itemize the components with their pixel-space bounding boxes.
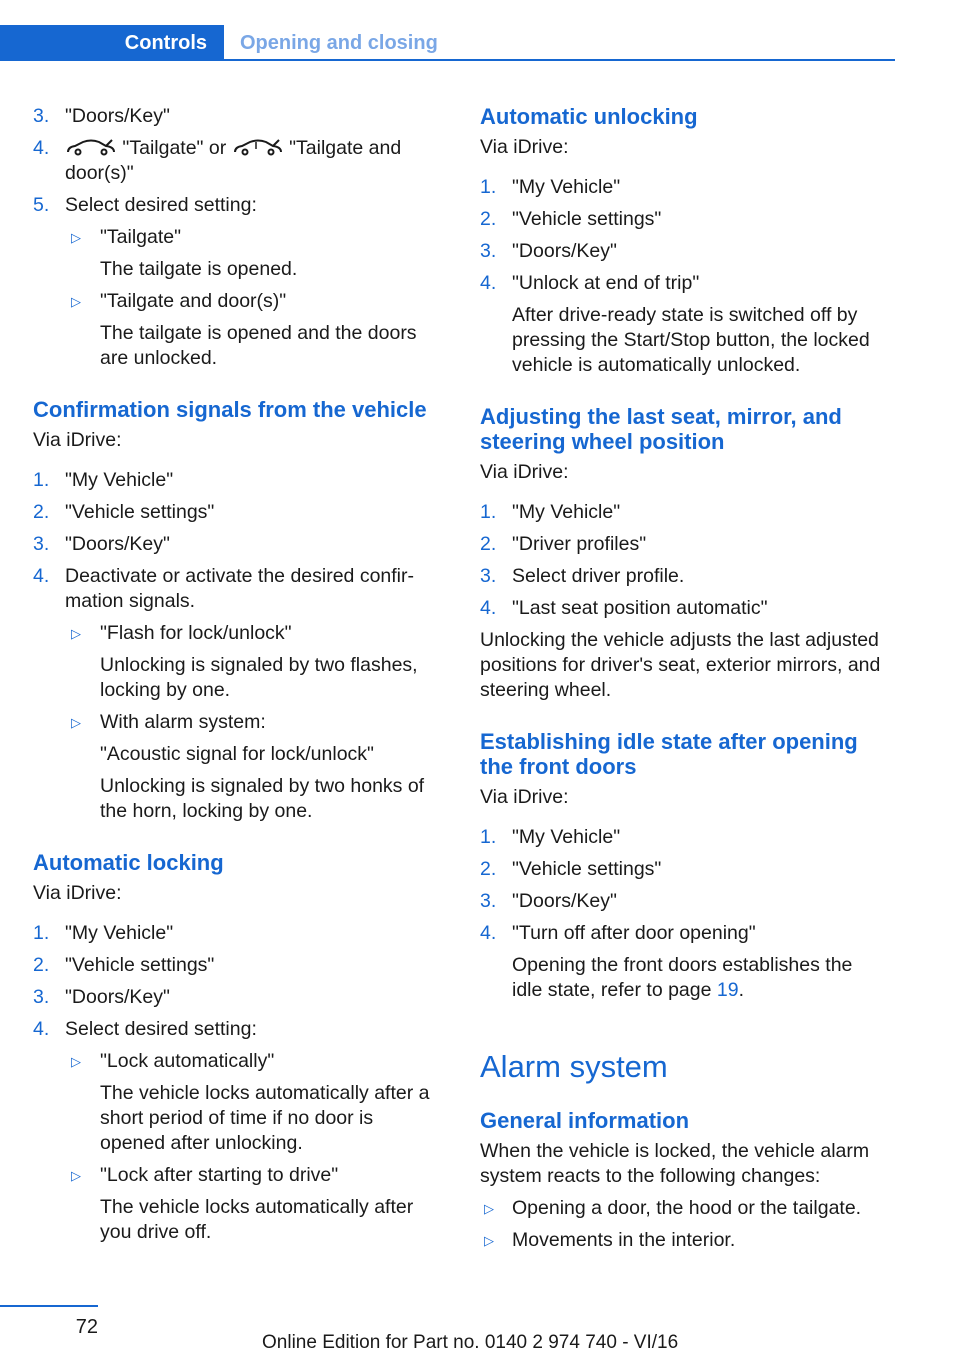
item-number: 2.	[480, 208, 497, 230]
sub-item-label: "Tailgate"	[100, 226, 182, 248]
item-text: "Doors/Key"	[512, 240, 617, 262]
item-number: 3.	[480, 240, 497, 262]
item-number: 4.	[33, 1018, 50, 1040]
sub-item-text: short period of time if no door is	[100, 1107, 374, 1129]
item-number: 3.	[33, 105, 50, 127]
item-text	[65, 136, 443, 161]
item-number: 4.	[480, 922, 497, 944]
item-text: "Doors/Key"	[65, 986, 170, 1008]
item-number: 3.	[480, 565, 497, 587]
item-text: "My Vehicle"	[65, 469, 174, 491]
paragraph-text: system reacts to the following changes:	[480, 1165, 821, 1187]
item-number: 4.	[480, 272, 497, 294]
desc-text-part: idle state, refer to page	[512, 979, 717, 1001]
bullet-text: Opening a door, the hood or the tailgate.	[512, 1197, 862, 1219]
item-text: "Driver profiles"	[512, 533, 647, 555]
item-number: 2.	[480, 533, 497, 555]
sub-item-label: With alarm system:	[100, 711, 266, 733]
item-text: "My Vehicle"	[512, 176, 621, 198]
section-heading: Adjusting the last seat, mirror, and	[480, 404, 842, 429]
triangle-bullet-icon: ▷	[71, 294, 81, 309]
item-text: "My Vehicle"	[512, 501, 621, 523]
item-desc-text: Opening the front doors establishes the	[512, 954, 853, 976]
page-number: 72	[75, 1316, 98, 1338]
section-label: Controls	[124, 31, 207, 54]
item-text: "Doors/Key"	[65, 533, 170, 555]
section-heading-cont: the front doors	[480, 754, 637, 779]
sub-item-label: "Lock after starting to drive"	[100, 1164, 339, 1186]
item-text-part: "Tailgate" or	[122, 137, 227, 159]
item-text: Select desired setting:	[65, 194, 257, 216]
sub-item-text: opened after unlocking.	[100, 1132, 303, 1154]
page-link[interactable]: 19	[716, 979, 739, 1001]
item-text: Select driver profile.	[512, 565, 685, 587]
car-tailgate-icon	[65, 137, 117, 157]
section-heading: Automatic unlocking	[480, 104, 698, 129]
item-desc-text: vehicle is automatically unlocked.	[512, 354, 801, 376]
item-text: "Vehicle settings"	[512, 208, 662, 230]
section-heading: General information	[480, 1108, 690, 1133]
item-number: 4.	[480, 597, 497, 619]
subsection-tab	[240, 25, 438, 61]
sub-item-text: locking by one.	[100, 679, 231, 701]
item-number: 2.	[480, 858, 497, 880]
sub-item-text: The tailgate is opened.	[100, 258, 298, 280]
triangle-bullet-icon: ▷	[484, 1233, 494, 1248]
section-heading: Automatic locking	[33, 850, 224, 875]
item-number: 1.	[480, 176, 497, 198]
via-text: Via iDrive:	[480, 136, 569, 158]
via-text: Via iDrive:	[33, 429, 122, 451]
item-desc-text: After drive-ready state is switched off by	[512, 304, 858, 326]
paragraph-text: steering wheel.	[480, 679, 612, 701]
paragraph-text: Unlocking the vehicle adjusts the last adjusted	[480, 629, 879, 651]
item-number: 5.	[33, 194, 50, 216]
sub-item-text: you drive off.	[100, 1221, 212, 1243]
page-header	[0, 25, 895, 61]
item-text: "My Vehicle"	[512, 826, 621, 848]
sub-item-text: are unlocked.	[100, 347, 218, 369]
item-text: "Unlock at end of trip"	[512, 272, 700, 294]
item-text: Deactivate or activate the desired confir‐	[65, 565, 415, 587]
via-text: Via iDrive:	[33, 882, 122, 904]
triangle-bullet-icon: ▷	[484, 1201, 494, 1216]
item-text-part: "Tailgate and	[289, 137, 402, 159]
item-number: 3.	[480, 890, 497, 912]
item-text: "Last seat position automatic"	[512, 597, 768, 619]
item-text: "Vehicle settings"	[65, 954, 215, 976]
chapter-title: Alarm system	[480, 1049, 668, 1084]
triangle-bullet-icon: ▷	[71, 1054, 81, 1069]
item-text: mation signals.	[65, 590, 196, 612]
section-tab	[0, 25, 224, 61]
triangle-bullet-icon: ▷	[71, 715, 81, 730]
item-text: "Vehicle settings"	[65, 501, 215, 523]
item-number: 4.	[33, 137, 50, 159]
desc-text-part: .	[738, 979, 744, 1001]
item-text: "Doors/Key"	[65, 105, 170, 127]
subsection-label: Opening and closing	[240, 31, 438, 54]
car-tailgate-doors-icon	[232, 137, 284, 157]
bullet-text: Movements in the interior.	[512, 1229, 736, 1251]
section-heading: Confirmation signals from the vehicle	[33, 397, 427, 422]
item-number: 1.	[480, 826, 497, 848]
sub-item-text: Unlocking is signaled by two honks of	[100, 775, 425, 797]
item-number: 2.	[33, 954, 50, 976]
item-text: door(s)"	[65, 162, 134, 184]
triangle-bullet-icon: ▷	[71, 626, 81, 641]
sub-item-label: "Lock automatically"	[100, 1050, 275, 1072]
item-text: "Doors/Key"	[512, 890, 617, 912]
sub-item-text: The tailgate is opened and the doors	[100, 322, 417, 344]
item-text: Select desired setting:	[65, 1018, 257, 1040]
triangle-bullet-icon: ▷	[71, 230, 81, 245]
sub-item-label: "Flash for lock/unlock"	[100, 622, 292, 644]
sub-item-text: "Acoustic signal for lock/unlock"	[100, 743, 374, 765]
sub-item-text: The vehicle locks automatically after	[100, 1196, 414, 1218]
sub-item-text: the horn, locking by one.	[100, 800, 313, 822]
sub-item-label: "Tailgate and door(s)"	[100, 290, 287, 312]
item-number: 1.	[33, 922, 50, 944]
item-number: 4.	[33, 565, 50, 587]
item-desc-text	[512, 978, 890, 1003]
via-text: Via iDrive:	[480, 461, 569, 483]
item-desc-text: pressing the Start/Stop button, the locked	[512, 329, 870, 351]
sub-item-text: Unlocking is signaled by two flashes,	[100, 654, 418, 676]
header-divider	[224, 59, 895, 61]
via-text: Via iDrive:	[480, 786, 569, 808]
item-text: "Vehicle settings"	[512, 858, 662, 880]
triangle-bullet-icon: ▷	[71, 1168, 81, 1183]
footer-divider	[0, 1305, 98, 1307]
item-number: 1.	[480, 501, 497, 523]
item-number: 3.	[33, 533, 50, 555]
item-text: "Turn off after door opening"	[512, 922, 756, 944]
paragraph-text: When the vehicle is locked, the vehicle alarm	[480, 1140, 870, 1162]
item-number: 3.	[33, 986, 50, 1008]
item-number: 2.	[33, 501, 50, 523]
section-heading: Establishing idle state after opening	[480, 729, 858, 754]
paragraph-text: positions for driver's seat, exterior mirrors, and	[480, 654, 881, 676]
edition-text: Online Edition for Part no. 0140 2 974 740 - VI/16	[262, 1332, 679, 1353]
item-text: "My Vehicle"	[65, 922, 174, 944]
section-heading-cont: steering wheel position	[480, 429, 725, 454]
sub-item-text: The vehicle locks automatically after a	[100, 1082, 430, 1104]
item-number: 1.	[33, 469, 50, 491]
